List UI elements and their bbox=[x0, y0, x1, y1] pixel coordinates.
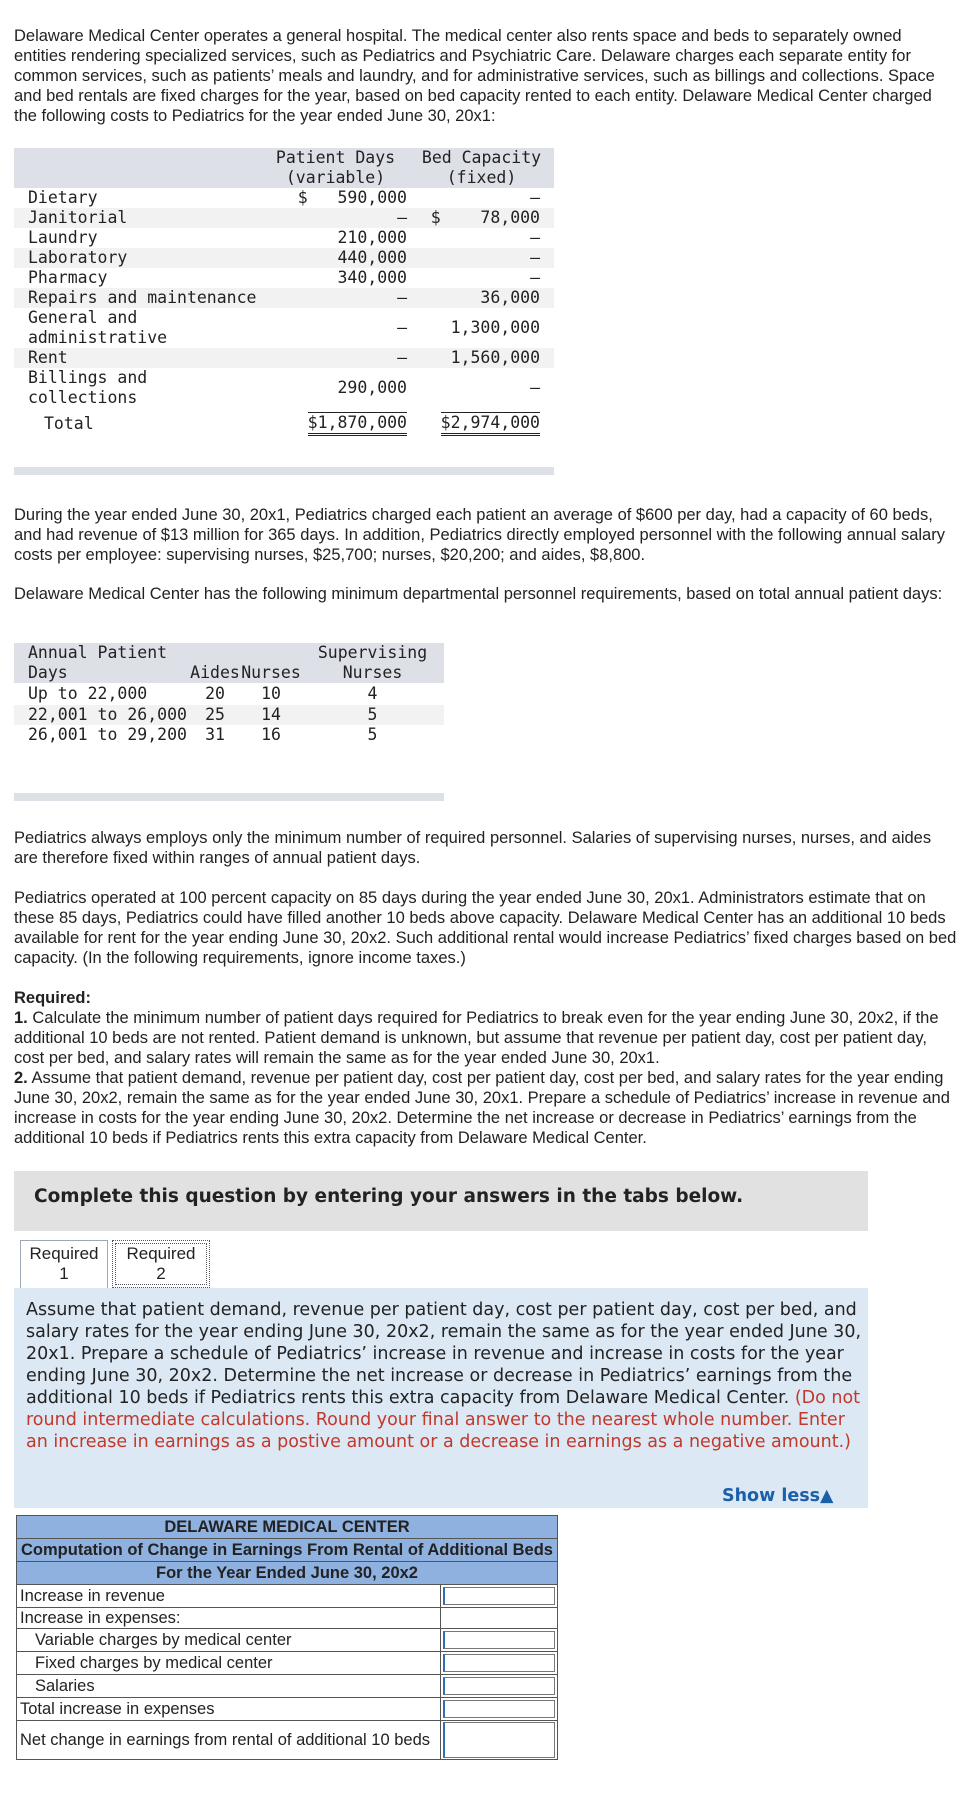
table-row bbox=[17, 1721, 558, 1760]
answer-row-label: Total increase in expenses bbox=[17, 1698, 441, 1721]
cost-row-fixed: — bbox=[530, 378, 540, 397]
show-less-link[interactable]: Show less▲ bbox=[722, 1486, 834, 1506]
answer-row-label: Fixed charges by medical center bbox=[17, 1652, 441, 1675]
table-row bbox=[14, 368, 554, 408]
personnel-header-days: Annual Patient Days bbox=[14, 643, 189, 683]
table-row bbox=[17, 1675, 558, 1698]
cost-row-variable: 440,000 bbox=[264, 248, 409, 268]
table-row bbox=[17, 1608, 558, 1629]
fixed-charges-input[interactable] bbox=[443, 1654, 555, 1672]
table-footer-bar bbox=[14, 467, 554, 475]
table-row bbox=[14, 308, 554, 348]
variable-charges-input[interactable] bbox=[443, 1631, 555, 1649]
cost-row-variable: — bbox=[264, 208, 409, 228]
table-row bbox=[14, 268, 554, 288]
personnel-days: 22,001 to 26,000 bbox=[14, 705, 189, 725]
personnel-days: Up to 22,000 bbox=[28, 684, 148, 703]
total-variable: $1,870,000 bbox=[308, 412, 407, 436]
required-item-1: 1. Calculate the minimum number of patient days required for Pediatrics to break even for the year ending June 30, 20x2, if the additional 10 beds are not rented. Patient demand is unknown, but assume that revenue per patient day, cost per patient day, cost per bed, and salary rates will remain the same as for the year ended June 30, 20x1. bbox=[14, 1009, 939, 1067]
total-label: Total bbox=[14, 408, 264, 444]
tab-required-1[interactable]: Required 1 bbox=[20, 1240, 108, 1288]
personnel-aides: 20 bbox=[205, 684, 225, 703]
pediatrics-paragraph: During the year ended June 30, 20x1, Pediatrics charged each patient an average of $600 per day, had a capacity of 60 beds, and had revenue of $13 million for 365 days. In addition, Pediatrics directly employed personnel with the following annual salary costs per employee: supervising nurses, $25,700; nurses, $20,200; and aides, $8,800. bbox=[14, 506, 945, 564]
answer-row-label: Salaries bbox=[17, 1675, 441, 1698]
total-row bbox=[14, 408, 554, 444]
required-item-2: 2. Assume that patient demand, revenue per patient day, cost per patient day, cost per bed, and salary rates for the year ending June 30, 20x2, remain the same as for the year ended June 30, 20x1. Prepare a schedule of Pediatrics’ increase in revenue and increase in costs for the year ending June 30, 20x2. Determine the net increase or decrease in Pediatrics’ earnings from the additional 10 beds if Pediatrics rents this extra capacity from Delaware Medical Center. bbox=[14, 1069, 950, 1147]
cost-row-label: Pharmacy bbox=[28, 268, 108, 287]
cost-row-variable: 290,000 bbox=[337, 378, 407, 397]
cost-row-fixed: $ 78,000 bbox=[409, 208, 554, 228]
personnel-table bbox=[14, 643, 444, 745]
table-row bbox=[17, 1629, 558, 1652]
cost-row-label: General and administrative bbox=[28, 308, 168, 347]
cost-col-variable-header: Patient Days (variable) bbox=[264, 148, 409, 188]
table-row bbox=[14, 288, 554, 308]
cost-row-label: Janitorial bbox=[14, 208, 264, 228]
required-2-text: Assume that patient demand, revenue per patient day, cost per patient day, cost per bed, and salary rates for the year ending June 30, 20x2, remain the same as for the year ended June 30, 20x1. Prepare a schedule of Pediatrics’ increase in revenue and increase in costs for the year ending June 30, 20x2. Determine the net increase or decrease in Pediatrics’ earnings from the additional 10 beds if Pediatrics rents this extra capacity from Delaware Medical Center. (Do not round intermediate calculations. Round your final answer to the nearest whole number. Enter an increase in earnings as a postive amount or a decrease in earnings as a negative amount.) bbox=[26, 1300, 862, 1452]
cost-row-fixed: — bbox=[409, 248, 554, 268]
cost-row-label: Billings and collections bbox=[28, 368, 148, 407]
personnel-header-nurses: Nurses bbox=[241, 643, 301, 683]
cost-row-fixed: 36,000 bbox=[409, 288, 554, 308]
personnel-intro-paragraph: Delaware Medical Center has the following minimum departmental personnel requirements, based on total annual patient days: bbox=[14, 585, 943, 603]
cost-row-variable: 340,000 bbox=[337, 268, 407, 287]
answer-title: DELAWARE MEDICAL CENTER bbox=[17, 1516, 558, 1539]
net-change-earnings-input[interactable] bbox=[443, 1722, 555, 1758]
answer-table bbox=[16, 1515, 558, 1760]
cost-row-variable: — bbox=[264, 348, 409, 368]
personnel-aides: 31 bbox=[205, 725, 225, 744]
personnel-nurses: 16 bbox=[261, 725, 281, 744]
table-footer-bar bbox=[14, 793, 444, 801]
cost-row-fixed: — bbox=[530, 228, 540, 247]
cost-row-fixed: — bbox=[530, 188, 540, 207]
cost-row-variable: $ 590,000 bbox=[297, 188, 407, 207]
table-row bbox=[17, 1585, 558, 1608]
required-section bbox=[14, 988, 958, 1148]
personnel-supervising: 4 bbox=[367, 684, 378, 703]
answer-row-label: Increase in revenue bbox=[17, 1585, 441, 1608]
cost-row-label: Laboratory bbox=[14, 248, 264, 268]
table-row bbox=[14, 348, 554, 368]
cost-row-label: Laundry bbox=[28, 228, 98, 247]
cost-row-label: Rent bbox=[14, 348, 264, 368]
personnel-nurses: 10 bbox=[261, 684, 281, 703]
required-2-instruction: (Do not round intermediate calculations. Round your final answer to the nearest whole number. Enter an increase in earnings as a postive amount or a decrease in earnings as a negative amount.) bbox=[26, 1388, 861, 1452]
required-heading: Required: bbox=[14, 989, 92, 1007]
answer-row-label: Net change in earnings from rental of additional 10 beds bbox=[17, 1721, 441, 1760]
complete-banner bbox=[14, 1171, 868, 1231]
table-row bbox=[14, 228, 554, 248]
cost-table bbox=[14, 148, 554, 444]
increase-in-revenue-input[interactable] bbox=[443, 1587, 555, 1605]
total-fixed: $2,974,000 bbox=[441, 412, 540, 436]
cost-row-variable: — bbox=[264, 288, 409, 308]
table-row bbox=[14, 248, 554, 268]
table-row bbox=[14, 208, 554, 228]
capacity-paragraph: Pediatrics operated at 100 percent capacity on 85 days during the year ended June 30, 20x1. Administrators estimate that on these 85 days, Pediatrics could have filled another 10 beds above capacity. Delaware Medical Center has an additional 10 beds available for rent for the year ending June 30, 20x2. Such additional rental would increase Pediatrics’ fixed charges based on bed capacity. (In the following requirements, ignore income taxes.) bbox=[14, 889, 957, 967]
personnel-days: 26,001 to 29,200 bbox=[28, 725, 187, 744]
personnel-supervising: 5 bbox=[301, 705, 444, 725]
table-row bbox=[14, 683, 444, 705]
table-row bbox=[14, 188, 554, 208]
intro-paragraph: Delaware Medical Center operates a general hospital. The medical center also rents space and beds to separately owned entities rendering specialized services, such as Pediatrics and Psychiatric Care. Delaware charges each separate entity for common services, such as patients’ meals and laundry, and for administrative services, such as billings and collections. Space and bed rentals are fixed charges for the year, based on bed capacity rented to each entity. Delaware Medical Center charged the following costs to Pediatrics for the year ended June 30, 20x1: bbox=[14, 27, 935, 125]
table-row bbox=[17, 1652, 558, 1675]
personnel-policy-paragraph: Pediatrics always employs only the minimum number of required personnel. Salaries of supervising nurses, nurses, and aides are therefore fixed within ranges of annual patient days. bbox=[14, 829, 932, 867]
cost-row-variable: 210,000 bbox=[337, 228, 407, 247]
answer-subtitle: Computation of Change in Earnings From Rental of Additional Beds bbox=[17, 1539, 558, 1562]
answer-row-label: Increase in expenses: bbox=[17, 1608, 441, 1629]
personnel-nurses: 14 bbox=[241, 705, 301, 725]
tab-required-2[interactable]: Required 2 bbox=[112, 1240, 210, 1288]
table-row bbox=[14, 725, 444, 745]
table-row bbox=[14, 705, 444, 725]
personnel-aides: 25 bbox=[189, 705, 241, 725]
required-2-panel bbox=[14, 1288, 868, 1508]
complete-banner-text: Complete this question by entering your answers in the tabs below. bbox=[34, 1186, 744, 1207]
cost-row-fixed: 1,300,000 bbox=[450, 318, 540, 337]
table-row bbox=[17, 1698, 558, 1721]
cost-row-fixed: 1,560,000 bbox=[409, 348, 554, 368]
personnel-supervising: 5 bbox=[367, 725, 378, 744]
answer-row-label: Variable charges by medical center bbox=[17, 1629, 441, 1652]
salaries-input[interactable] bbox=[443, 1677, 555, 1695]
answer-period: For the Year Ended June 30, 20x2 bbox=[17, 1562, 558, 1585]
personnel-header-supervising: Supervising Nurses bbox=[301, 643, 444, 683]
personnel-header-aides: Aides bbox=[189, 643, 241, 683]
cost-row-label: Repairs and maintenance bbox=[14, 288, 264, 308]
cost-col-fixed-header: Bed Capacity (fixed) bbox=[409, 148, 554, 188]
cost-row-label: Dietary bbox=[28, 188, 98, 207]
cost-row-variable: — bbox=[397, 318, 407, 337]
cost-row-fixed: — bbox=[530, 268, 540, 287]
total-increase-expenses-input[interactable] bbox=[443, 1700, 555, 1718]
